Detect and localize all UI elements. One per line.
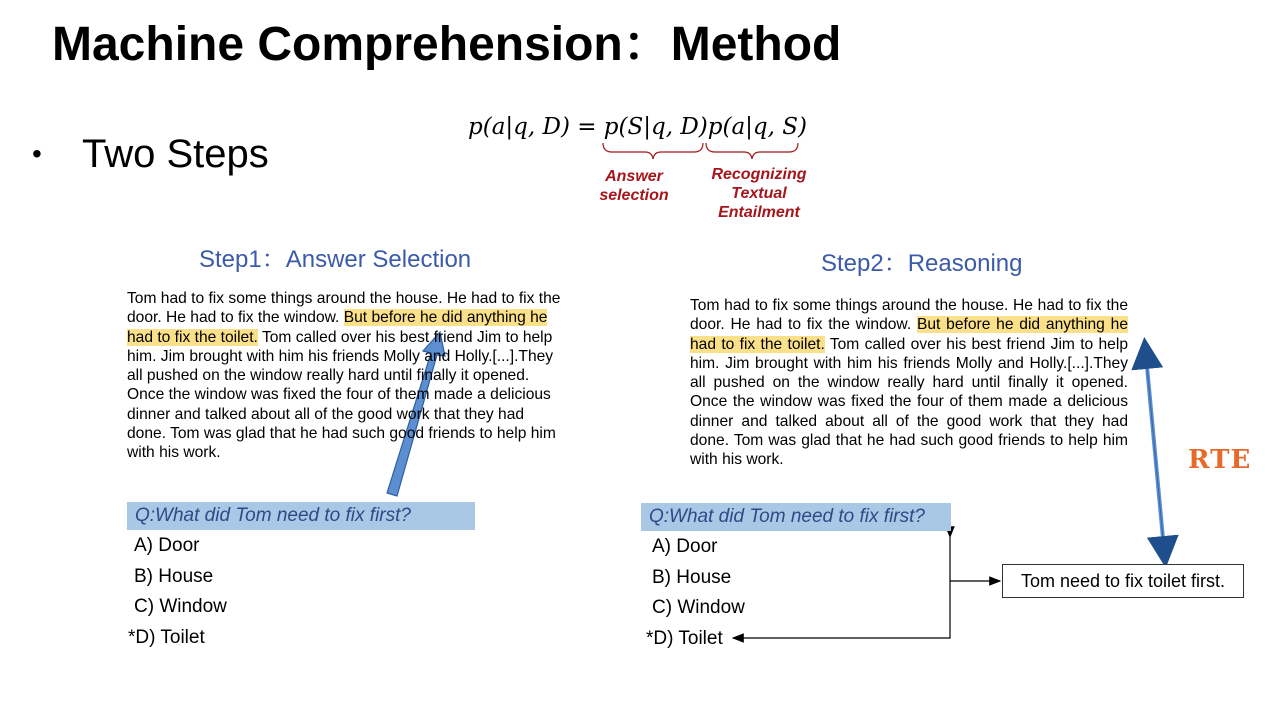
option-c: C) Window [652, 597, 745, 618]
answer-selection-label: Answer selection [599, 168, 669, 204]
step1-question: Q:What did Tom need to fix first? [127, 502, 475, 530]
brace-answer-selection [603, 143, 703, 159]
bullet-marker: • [32, 138, 42, 169]
step2-passage [690, 296, 1128, 470]
answer-to-hypothesis-line [733, 581, 950, 638]
option-a: A) Door [134, 535, 200, 556]
rte-double-arrow-outline [1145, 345, 1165, 560]
bullet-text: Two Steps [82, 132, 269, 176]
option-d-correct: *D) Toilet [128, 626, 205, 648]
highlighted-sentence: But before he did anything he had to fix the toilet. [127, 309, 548, 346]
step2-options [646, 532, 745, 654]
rte-full-label: Recognizing Textual Entailment [711, 166, 807, 221]
passage-text: Tom had to fix some things around the house. He had to fix the door. He had to fix the window. [690, 297, 1128, 334]
option-b: B) House [134, 565, 214, 587]
step1-options [128, 531, 227, 653]
step2-title: Step2：Reasoning [821, 250, 1023, 277]
step1-passage [127, 289, 567, 463]
option-d-correct: *D) Toilet [646, 627, 723, 649]
highlighted-sentence: But before he did anything he had to fix the toilet. [690, 316, 1128, 353]
slide-title: Machine Comprehension：Method [52, 18, 842, 71]
step1-title: Step1：Answer Selection [199, 246, 472, 273]
option-b: B) House [652, 566, 732, 588]
option-c: C) Window [134, 596, 227, 617]
hypothesis-box: Tom need to fix toilet first. [1002, 564, 1244, 598]
brace-rte [706, 143, 798, 159]
step2-question: Q:What did Tom need to fix first? [641, 503, 951, 531]
passage-text: Tom called over his best friend Jim to help him. Jim brought with him his friends Molly and Holly.[...].They all pushed on the window really hard until finally it opened. Once the window was fixed the four of them made a delicious dinner and talked about all of the good work that they had done. Tom was glad that he had such good friends to help him with his work. [690, 335, 1128, 469]
probability-formula: p(a|q, D) = p(S|q, D)p(a|q, S) [468, 114, 808, 140]
passage-text: Tom had to fix some things around the house. He had to fix the door. He had to fix the window. [127, 290, 561, 327]
passage-text: Tom called over his best friend Jim to help him. Jim brought with him his friends Molly and Holly.[...].They all pushed on the window really hard until finally it opened. Once the window was fixed the four of them made a delicious dinner and talked about all of the good work that they had done. Tom was glad that he had such good friends to help him with his work. [127, 328, 556, 462]
rte-label: RTE [1188, 445, 1252, 475]
option-a: A) Door [652, 536, 718, 557]
